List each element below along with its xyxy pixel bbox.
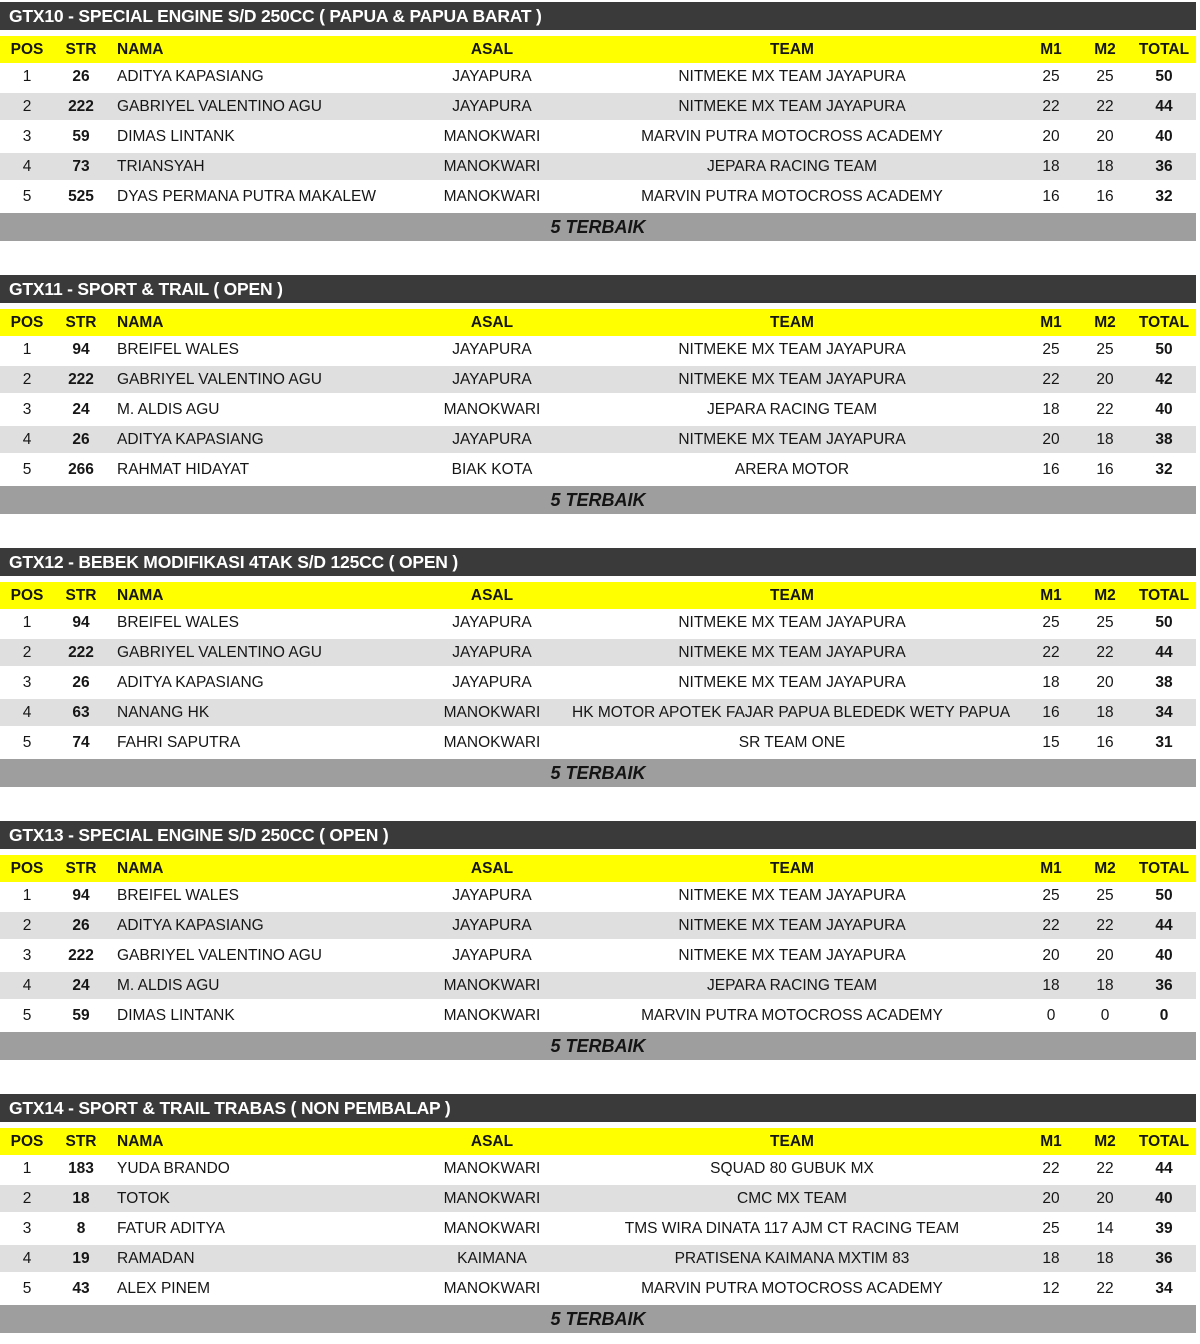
cell-m1: 18 xyxy=(1042,400,1060,418)
cell-asal: MANOKWARI xyxy=(443,1189,541,1207)
cell-m2: 18 xyxy=(1096,703,1114,721)
cell-total: 31 xyxy=(1155,733,1173,751)
cell-m1: 15 xyxy=(1042,733,1060,751)
footer-bar xyxy=(0,213,1196,241)
cell-nama: RAMADAN xyxy=(117,1249,195,1267)
cell-m2: 14 xyxy=(1096,1219,1114,1237)
result-row xyxy=(0,882,1196,909)
header-cell-pos: POS xyxy=(10,859,44,877)
cell-m2: 22 xyxy=(1096,916,1114,934)
cell-total: 38 xyxy=(1155,673,1173,691)
cell-total: 39 xyxy=(1155,1219,1173,1237)
header-cell-total: TOTAL xyxy=(1138,1132,1190,1150)
cell-asal: MANOKWARI xyxy=(443,733,541,751)
cell-team: ARERA MOTOR xyxy=(734,460,850,478)
cell-total: 32 xyxy=(1155,460,1173,478)
footer-label: 5 TERBAIK xyxy=(550,1036,646,1056)
section-gtx12 xyxy=(0,548,1196,787)
cell-asal: MANOKWARI xyxy=(443,1159,541,1177)
cell-nama: DYAS PERMANA PUTRA MAKALEW xyxy=(117,187,376,205)
cell-m1: 18 xyxy=(1042,673,1060,691)
result-row xyxy=(0,1185,1196,1212)
cell-pos: 3 xyxy=(22,946,32,964)
cell-pos: 4 xyxy=(22,703,32,721)
cell-team: NITMEKE MX TEAM JAYAPURA xyxy=(678,643,906,661)
header-row xyxy=(0,36,1196,63)
cell-m2: 18 xyxy=(1096,976,1114,994)
header-cell-str: STR xyxy=(65,40,97,58)
cell-m1: 16 xyxy=(1042,703,1060,721)
section-title: GTX14 - SPORT & TRAIL TRABAS ( NON PEMBALAP ) xyxy=(0,1094,1196,1122)
cell-m2: 25 xyxy=(1096,886,1114,904)
result-row xyxy=(0,396,1196,423)
cell-m1: 22 xyxy=(1042,97,1060,115)
cell-m2: 16 xyxy=(1096,733,1114,751)
cell-m1: 20 xyxy=(1042,946,1060,964)
cell-str: 73 xyxy=(72,157,90,175)
footer-bar xyxy=(0,486,1196,514)
cell-nama: DIMAS LINTANK xyxy=(117,1006,235,1024)
cell-team: TMS WIRA DINATA 117 AJM CT RACING TEAM xyxy=(624,1219,960,1237)
cell-asal: MANOKWARI xyxy=(443,1219,541,1237)
cell-asal: JAYAPURA xyxy=(452,643,532,661)
cell-str: 525 xyxy=(68,187,94,205)
footer-label: 5 TERBAIK xyxy=(550,217,646,237)
cell-m1: 22 xyxy=(1042,370,1060,388)
footer-label: 5 TERBAIK xyxy=(550,763,646,783)
header-cell-nama: NAMA xyxy=(117,1132,164,1150)
header-cell-asal: ASAL xyxy=(470,1132,514,1150)
cell-total: 44 xyxy=(1155,916,1173,934)
cell-asal: JAYAPURA xyxy=(452,613,532,631)
cell-nama: NANANG HK xyxy=(117,703,210,721)
cell-nama: YUDA BRANDO xyxy=(117,1159,230,1177)
cell-pos: 4 xyxy=(22,430,32,448)
cell-asal: MANOKWARI xyxy=(443,1006,541,1024)
cell-str: 222 xyxy=(68,643,94,661)
header-cell-nama: NAMA xyxy=(117,586,164,604)
result-row xyxy=(0,669,1196,696)
cell-team: NITMEKE MX TEAM JAYAPURA xyxy=(678,916,906,934)
cell-m1: 16 xyxy=(1042,187,1060,205)
cell-asal: MANOKWARI xyxy=(443,187,541,205)
cell-m1: 22 xyxy=(1042,916,1060,934)
cell-total: 36 xyxy=(1155,976,1173,994)
cell-m1: 25 xyxy=(1042,1219,1060,1237)
cell-pos: 4 xyxy=(22,976,32,994)
cell-str: 222 xyxy=(68,946,94,964)
section-title: GTX10 - SPECIAL ENGINE S/D 250CC ( PAPUA & PAPUA BARAT ) xyxy=(0,2,1196,30)
cell-str: 94 xyxy=(72,340,90,358)
cell-total: 40 xyxy=(1155,946,1173,964)
cell-team: CMC MX TEAM xyxy=(737,1189,847,1207)
cell-asal: MANOKWARI xyxy=(443,400,541,418)
header-cell-total: TOTAL xyxy=(1138,859,1190,877)
header-row xyxy=(0,1128,1196,1155)
section-gtx14 xyxy=(0,1094,1196,1333)
result-row xyxy=(0,1215,1196,1242)
cell-m1: 22 xyxy=(1042,643,1060,661)
header-cell-m2: M2 xyxy=(1094,313,1116,331)
result-row xyxy=(0,183,1196,210)
cell-str: 222 xyxy=(68,97,94,115)
cell-team: SR TEAM ONE xyxy=(738,733,846,751)
cell-total: 44 xyxy=(1155,97,1173,115)
cell-team: NITMEKE MX TEAM JAYAPURA xyxy=(678,673,906,691)
header-cell-team: TEAM xyxy=(770,313,814,331)
result-row xyxy=(0,729,1196,756)
cell-str: 26 xyxy=(72,430,90,448)
cell-nama: TRIANSYAH xyxy=(117,157,205,175)
header-cell-pos: POS xyxy=(10,1132,44,1150)
cell-m2: 0 xyxy=(1100,1006,1110,1024)
cell-str: 74 xyxy=(72,733,90,751)
cell-asal: JAYAPURA xyxy=(452,673,532,691)
result-row xyxy=(0,1275,1196,1302)
cell-total: 38 xyxy=(1155,430,1173,448)
cell-m2: 22 xyxy=(1096,400,1114,418)
cell-m1: 25 xyxy=(1042,67,1060,85)
cell-pos: 2 xyxy=(22,916,32,934)
cell-str: 183 xyxy=(68,1159,94,1177)
header-cell-team: TEAM xyxy=(770,859,814,877)
cell-total: 36 xyxy=(1155,1249,1173,1267)
cell-nama: ALEX PINEM xyxy=(117,1279,211,1297)
cell-pos: 4 xyxy=(22,1249,32,1267)
cell-m1: 18 xyxy=(1042,976,1060,994)
header-cell-m1: M1 xyxy=(1040,1132,1062,1150)
cell-team: JEPARA RACING TEAM xyxy=(707,400,877,418)
header-cell-asal: ASAL xyxy=(470,859,514,877)
cell-asal: MANOKWARI xyxy=(443,1279,541,1297)
section-gtx13 xyxy=(0,821,1196,1060)
cell-nama: BREIFEL WALES xyxy=(117,613,240,631)
cell-nama: M. ALDIS AGU xyxy=(117,976,220,994)
section-gtx10 xyxy=(0,2,1196,241)
result-row xyxy=(0,456,1196,483)
cell-nama: ADITYA KAPASIANG xyxy=(117,916,264,934)
cell-str: 26 xyxy=(72,673,90,691)
cell-nama: GABRIYEL VALENTINO AGU xyxy=(117,643,323,661)
cell-total: 50 xyxy=(1155,67,1173,85)
result-row xyxy=(0,63,1196,90)
cell-m1: 25 xyxy=(1042,340,1060,358)
cell-team: NITMEKE MX TEAM JAYAPURA xyxy=(678,97,906,115)
cell-m2: 20 xyxy=(1096,673,1114,691)
cell-str: 26 xyxy=(72,67,90,85)
cell-nama: RAHMAT HIDAYAT xyxy=(117,460,250,478)
cell-pos: 2 xyxy=(22,97,32,115)
cell-nama: ADITYA KAPASIANG xyxy=(117,67,264,85)
cell-asal: MANOKWARI xyxy=(443,703,541,721)
cell-total: 34 xyxy=(1155,1279,1173,1297)
footer-bar xyxy=(0,759,1196,787)
cell-str: 19 xyxy=(72,1249,90,1267)
cell-team: MARVIN PUTRA MOTOCROSS ACADEMY xyxy=(641,1006,943,1024)
cell-m1: 18 xyxy=(1042,1249,1060,1267)
cell-total: 50 xyxy=(1155,340,1173,358)
footer-bar xyxy=(0,1305,1196,1333)
cell-team: NITMEKE MX TEAM JAYAPURA xyxy=(678,613,906,631)
header-cell-asal: ASAL xyxy=(470,313,514,331)
section-gtx11 xyxy=(0,275,1196,514)
header-cell-m2: M2 xyxy=(1094,1132,1116,1150)
header-cell-asal: ASAL xyxy=(470,40,514,58)
cell-nama: M. ALDIS AGU xyxy=(117,400,220,418)
result-row xyxy=(0,336,1196,363)
cell-nama: GABRIYEL VALENTINO AGU xyxy=(117,946,323,964)
header-cell-str: STR xyxy=(65,586,97,604)
header-cell-pos: POS xyxy=(10,313,44,331)
cell-team: MARVIN PUTRA MOTOCROSS ACADEMY xyxy=(641,187,943,205)
cell-m2: 20 xyxy=(1096,127,1114,145)
cell-total: 50 xyxy=(1155,886,1173,904)
footer-label: 5 TERBAIK xyxy=(550,490,646,510)
cell-m1: 12 xyxy=(1042,1279,1060,1297)
cell-team: MARVIN PUTRA MOTOCROSS ACADEMY xyxy=(641,1279,943,1297)
header-cell-asal: ASAL xyxy=(470,586,514,604)
cell-asal: MANOKWARI xyxy=(443,976,541,994)
header-row xyxy=(0,582,1196,609)
cell-nama: DIMAS LINTANK xyxy=(117,127,235,145)
cell-m1: 18 xyxy=(1042,157,1060,175)
cell-nama: ADITYA KAPASIANG xyxy=(117,673,264,691)
cell-team: JEPARA RACING TEAM xyxy=(707,157,877,175)
cell-m1: 16 xyxy=(1042,460,1060,478)
cell-team: JEPARA RACING TEAM xyxy=(707,976,877,994)
cell-team: HK MOTOR APOTEK FAJAR PAPUA BLEDEDK WETY PAPUA xyxy=(572,703,1011,721)
footer-label: 5 TERBAIK xyxy=(550,1309,646,1329)
cell-m2: 16 xyxy=(1096,187,1114,205)
cell-asal: JAYAPURA xyxy=(452,946,532,964)
result-row xyxy=(0,123,1196,150)
cell-pos: 5 xyxy=(22,187,32,205)
cell-pos: 3 xyxy=(22,127,32,145)
cell-asal: MANOKWARI xyxy=(443,157,541,175)
cell-asal: JAYAPURA xyxy=(452,67,532,85)
cell-pos: 4 xyxy=(22,157,32,175)
cell-asal: BIAK KOTA xyxy=(451,460,533,478)
cell-pos: 5 xyxy=(22,460,32,478)
cell-m1: 20 xyxy=(1042,127,1060,145)
cell-asal: JAYAPURA xyxy=(452,886,532,904)
header-cell-pos: POS xyxy=(10,40,44,58)
cell-total: 50 xyxy=(1155,613,1173,631)
cell-str: 63 xyxy=(72,703,90,721)
cell-pos: 5 xyxy=(22,1006,32,1024)
cell-pos: 2 xyxy=(22,643,32,661)
cell-nama: BREIFEL WALES xyxy=(117,886,240,904)
header-cell-str: STR xyxy=(65,859,97,877)
cell-team: NITMEKE MX TEAM JAYAPURA xyxy=(678,946,906,964)
cell-nama: FATUR ADITYA xyxy=(117,1219,225,1237)
cell-m2: 22 xyxy=(1096,1159,1114,1177)
cell-str: 8 xyxy=(76,1219,86,1237)
cell-m2: 20 xyxy=(1096,1189,1114,1207)
header-cell-m1: M1 xyxy=(1040,40,1062,58)
cell-nama: ADITYA KAPASIANG xyxy=(117,430,264,448)
cell-total: 44 xyxy=(1155,1159,1173,1177)
cell-pos: 1 xyxy=(22,886,32,904)
header-cell-m2: M2 xyxy=(1094,859,1116,877)
cell-m1: 20 xyxy=(1042,430,1060,448)
cell-str: 26 xyxy=(72,916,90,934)
cell-m2: 18 xyxy=(1096,157,1114,175)
result-row xyxy=(0,1002,1196,1029)
header-cell-nama: NAMA xyxy=(117,40,164,58)
cell-m2: 18 xyxy=(1096,430,1114,448)
cell-asal: JAYAPURA xyxy=(452,340,532,358)
cell-str: 94 xyxy=(72,613,90,631)
cell-m2: 18 xyxy=(1096,1249,1114,1267)
result-row xyxy=(0,1245,1196,1272)
cell-total: 44 xyxy=(1155,643,1173,661)
cell-total: 36 xyxy=(1155,157,1173,175)
result-row xyxy=(0,366,1196,393)
header-cell-total: TOTAL xyxy=(1138,313,1190,331)
result-row xyxy=(0,1155,1196,1182)
cell-asal: JAYAPURA xyxy=(452,430,532,448)
cell-str: 266 xyxy=(68,460,94,478)
cell-total: 42 xyxy=(1155,370,1173,388)
cell-m2: 25 xyxy=(1096,340,1114,358)
cell-str: 59 xyxy=(72,1006,90,1024)
cell-asal: KAIMANA xyxy=(457,1249,527,1267)
cell-nama: GABRIYEL VALENTINO AGU xyxy=(117,97,323,115)
result-row xyxy=(0,426,1196,453)
section-title: GTX12 - BEBEK MODIFIKASI 4TAK S/D 125CC ( OPEN ) xyxy=(0,548,1196,576)
cell-m1: 0 xyxy=(1046,1006,1056,1024)
cell-pos: 3 xyxy=(22,673,32,691)
section-title: GTX11 - SPORT & TRAIL ( OPEN ) xyxy=(0,275,1196,303)
cell-total: 34 xyxy=(1155,703,1173,721)
cell-pos: 1 xyxy=(22,1159,32,1177)
section-title: GTX13 - SPECIAL ENGINE S/D 250CC ( OPEN ) xyxy=(0,821,1196,849)
header-cell-m1: M1 xyxy=(1040,859,1062,877)
cell-nama: TOTOK xyxy=(117,1189,170,1207)
result-row xyxy=(0,972,1196,999)
header-cell-str: STR xyxy=(65,1132,97,1150)
cell-str: 59 xyxy=(72,127,90,145)
cell-m2: 25 xyxy=(1096,613,1114,631)
cell-team: NITMEKE MX TEAM JAYAPURA xyxy=(678,340,906,358)
result-row xyxy=(0,609,1196,636)
cell-pos: 2 xyxy=(22,1189,32,1207)
header-cell-team: TEAM xyxy=(770,40,814,58)
header-cell-m1: M1 xyxy=(1040,313,1062,331)
header-cell-str: STR xyxy=(65,313,97,331)
cell-total: 40 xyxy=(1155,400,1173,418)
cell-pos: 5 xyxy=(22,1279,32,1297)
cell-team: NITMEKE MX TEAM JAYAPURA xyxy=(678,886,906,904)
cell-m1: 25 xyxy=(1042,886,1060,904)
cell-nama: GABRIYEL VALENTINO AGU xyxy=(117,370,323,388)
header-cell-team: TEAM xyxy=(770,1132,814,1150)
header-cell-m2: M2 xyxy=(1094,586,1116,604)
cell-m2: 22 xyxy=(1096,643,1114,661)
result-row xyxy=(0,699,1196,726)
cell-str: 24 xyxy=(72,400,90,418)
cell-nama: FAHRI SAPUTRA xyxy=(117,733,241,751)
cell-total: 0 xyxy=(1159,1006,1169,1024)
header-row xyxy=(0,855,1196,882)
cell-m2: 25 xyxy=(1096,67,1114,85)
cell-m2: 20 xyxy=(1096,946,1114,964)
cell-m2: 20 xyxy=(1096,370,1114,388)
cell-m2: 16 xyxy=(1096,460,1114,478)
cell-total: 40 xyxy=(1155,127,1173,145)
cell-pos: 3 xyxy=(22,400,32,418)
header-cell-total: TOTAL xyxy=(1138,40,1190,58)
cell-asal: JAYAPURA xyxy=(452,97,532,115)
result-row xyxy=(0,942,1196,969)
cell-pos: 1 xyxy=(22,340,32,358)
header-cell-m2: M2 xyxy=(1094,40,1116,58)
cell-asal: JAYAPURA xyxy=(452,916,532,934)
cell-team: MARVIN PUTRA MOTOCROSS ACADEMY xyxy=(641,127,943,145)
result-row xyxy=(0,912,1196,939)
header-row xyxy=(0,309,1196,336)
result-row xyxy=(0,93,1196,120)
cell-m1: 22 xyxy=(1042,1159,1060,1177)
header-cell-total: TOTAL xyxy=(1138,586,1190,604)
cell-asal: MANOKWARI xyxy=(443,127,541,145)
cell-m2: 22 xyxy=(1096,1279,1114,1297)
cell-team: NITMEKE MX TEAM JAYAPURA xyxy=(678,67,906,85)
cell-team: PRATISENA KAIMANA MXTIM 83 xyxy=(674,1249,910,1267)
footer-bar xyxy=(0,1032,1196,1060)
header-cell-nama: NAMA xyxy=(117,859,164,877)
cell-pos: 3 xyxy=(22,1219,32,1237)
cell-nama: BREIFEL WALES xyxy=(117,340,240,358)
cell-str: 24 xyxy=(72,976,90,994)
cell-total: 40 xyxy=(1155,1189,1173,1207)
header-cell-team: TEAM xyxy=(770,586,814,604)
cell-m1: 20 xyxy=(1042,1189,1060,1207)
cell-pos: 2 xyxy=(22,370,32,388)
cell-m2: 22 xyxy=(1096,97,1114,115)
cell-str: 94 xyxy=(72,886,90,904)
cell-pos: 1 xyxy=(22,67,32,85)
cell-asal: JAYAPURA xyxy=(452,370,532,388)
result-row xyxy=(0,639,1196,666)
cell-team: NITMEKE MX TEAM JAYAPURA xyxy=(678,370,906,388)
cell-pos: 1 xyxy=(22,613,32,631)
cell-total: 32 xyxy=(1155,187,1173,205)
cell-team: NITMEKE MX TEAM JAYAPURA xyxy=(678,430,906,448)
header-cell-pos: POS xyxy=(10,586,44,604)
cell-str: 222 xyxy=(68,370,94,388)
cell-m1: 25 xyxy=(1042,613,1060,631)
header-cell-m1: M1 xyxy=(1040,586,1062,604)
cell-str: 43 xyxy=(72,1279,90,1297)
cell-pos: 5 xyxy=(22,733,32,751)
cell-team: SQUAD 80 GUBUK MX xyxy=(710,1159,874,1177)
header-cell-nama: NAMA xyxy=(117,313,164,331)
cell-str: 18 xyxy=(72,1189,90,1207)
result-row xyxy=(0,153,1196,180)
